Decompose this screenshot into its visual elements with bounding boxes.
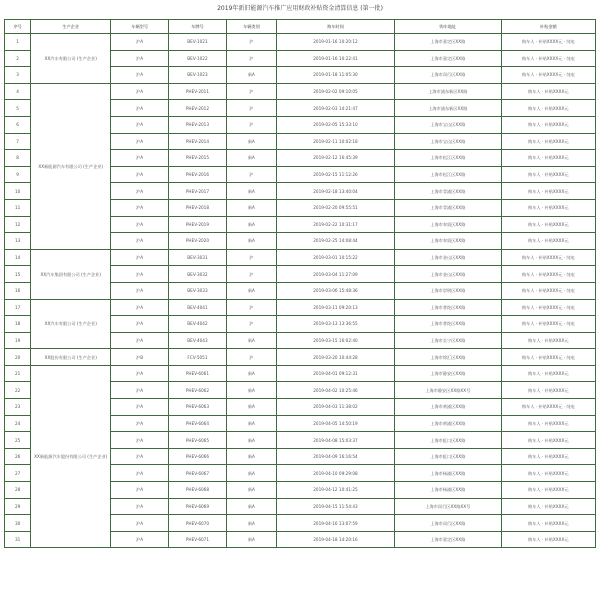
cell-index: 4: [5, 83, 31, 100]
cell-purchase-address: 上海市普陀区XX路: [395, 299, 502, 316]
header-vehicle-type: 车辆类别: [226, 20, 276, 34]
cell-plate: 新A: [226, 399, 276, 416]
cell-plate: 沪: [226, 349, 276, 366]
cell-plate: 沪: [226, 299, 276, 316]
cell-plate: 沪: [226, 50, 276, 67]
header-purchase-time: 购车时间: [276, 20, 394, 34]
cell-index: 12: [5, 216, 31, 233]
cell-index: 18: [5, 316, 31, 333]
cell-purchase-address: 上海市崇明区XX路: [395, 282, 502, 299]
cell-purchase-address: 上海市青浦区XX路: [395, 183, 502, 200]
cell-index: 14: [5, 249, 31, 266]
cell-index: 5: [5, 100, 31, 117]
cell-subsidy: 购车人 · 补贴XXXX元 · 纯电: [501, 249, 595, 266]
cell-plate-prefix: 沪A: [111, 34, 169, 51]
cell-purchase-address: 上海市闵行区XX路XX号: [395, 498, 502, 515]
cell-purchase-time: 2019-02-02 09:10:05: [276, 83, 394, 100]
cell-purchase-time: 2019-04-05 14:50:19: [276, 415, 394, 432]
cell-plate-prefix: 沪A: [111, 515, 169, 532]
cell-purchase-address: 上海市杨浦区XX路: [395, 465, 502, 482]
cell-index: 25: [5, 432, 31, 449]
cell-vehicle-model: PHEV-2012: [169, 100, 227, 117]
manufacturer-group-cell: XX汽车有限公司 (生产企业): [31, 299, 111, 349]
cell-subsidy: 购车人 · 补贴XXXX元: [501, 382, 595, 399]
cell-purchase-address: 上海市奉贤区XX路: [395, 233, 502, 250]
cell-plate-prefix: 沪A: [111, 249, 169, 266]
manufacturer-group-cell: XX新能源汽车股份有限公司 (生产企业): [31, 365, 111, 548]
cell-subsidy: 购车人 · 补贴XXXX元: [501, 150, 595, 167]
cell-plate-prefix: 沪A: [111, 498, 169, 515]
table-row: [5, 349, 596, 366]
cell-purchase-time: 2019-02-05 15:33:10: [276, 116, 394, 133]
cell-vehicle-model: PHEV-2019: [169, 216, 227, 233]
cell-subsidy: 购车人 · 补贴XXXX元 · 纯电: [501, 399, 595, 416]
cell-subsidy: 购车人 · 补贴XXXX元: [501, 332, 595, 349]
cell-subsidy: 购车人 · 补贴XXXX元 · 纯电: [501, 299, 595, 316]
cell-subsidy: 购车人 · 补贴XXXX元 · 纯电: [501, 349, 595, 366]
cell-purchase-time: 2019-03-13 13:36:55: [276, 316, 394, 333]
cell-subsidy: 购车人 · 补贴XXXX元: [501, 531, 595, 548]
cell-vehicle-model: PHEV-2017: [169, 183, 227, 200]
cell-plate: 沪: [226, 100, 276, 117]
cell-index: 30: [5, 515, 31, 532]
cell-vehicle-model: PHEV-2018: [169, 199, 227, 216]
cell-subsidy: 购车人 · 补贴XXXX元: [501, 100, 595, 117]
cell-plate-prefix: 沪A: [111, 465, 169, 482]
cell-purchase-time: 2019-02-15 11:12:26: [276, 166, 394, 183]
cell-vehicle-model: PHEV-2011: [169, 83, 227, 100]
cell-plate-prefix: 沪A: [111, 399, 169, 416]
cell-index: 3: [5, 67, 31, 84]
cell-purchase-time: 2019-04-12 10:41:25: [276, 482, 394, 499]
cell-plate-prefix: 沪A: [111, 133, 169, 150]
cell-subsidy: 购车人 · 补贴XXXX元: [501, 116, 595, 133]
cell-subsidy: 购车人 · 补贴XXXX元 · 纯电: [501, 282, 595, 299]
cell-index: 22: [5, 382, 31, 399]
cell-plate-prefix: 沪A: [111, 50, 169, 67]
cell-plate-prefix: 沪A: [111, 415, 169, 432]
cell-purchase-address: 上海市闵行区XX路: [395, 515, 502, 532]
cell-purchase-time: 2019-03-01 10:15:22: [276, 249, 394, 266]
cell-vehicle-model: PHEV-6064: [169, 415, 227, 432]
document-title: 2019年新旧能源汽车推广应用财政补贴资金清算信息 (第一批): [217, 5, 383, 12]
cell-plate: 新A: [226, 498, 276, 515]
cell-index: 7: [5, 133, 31, 150]
cell-index: 1: [5, 34, 31, 51]
manufacturer-group-cell: XX股份有限公司 (生产企业): [31, 349, 111, 366]
cell-plate: 新A: [226, 465, 276, 482]
cell-purchase-time: 2019-02-18 13:40:04: [276, 183, 394, 200]
cell-purchase-address: 上海市青浦区XX路: [395, 199, 502, 216]
cell-purchase-time: 2019-03-04 11:27:09: [276, 266, 394, 283]
cell-plate-prefix: 沪A: [111, 482, 169, 499]
cell-plate: 沪: [226, 249, 276, 266]
cell-subsidy: 购车人 · 补贴XXXX元 · 纯电: [501, 316, 595, 333]
cell-subsidy: 购车人 · 补贴XXXX元: [501, 482, 595, 499]
cell-purchase-address: 上海市嘉定区XX路: [395, 50, 502, 67]
cell-vehicle-model: BEV-3033: [169, 282, 227, 299]
cell-purchase-time: 2019-04-15 11:54:43: [276, 498, 394, 515]
header-index: 序号: [5, 20, 31, 34]
table-row: [5, 365, 596, 382]
cell-purchase-address: 上海市黄浦区XX路: [395, 415, 502, 432]
cell-plate-prefix: 沪A: [111, 432, 169, 449]
cell-index: 24: [5, 415, 31, 432]
cell-purchase-time: 2019-03-06 15:48:36: [276, 282, 394, 299]
table-row: [5, 83, 596, 100]
cell-plate-prefix: 沪A: [111, 100, 169, 117]
cell-purchase-address: 上海市浦东新区XX路: [395, 83, 502, 100]
cell-vehicle-model: PHEV-6063: [169, 399, 227, 416]
cell-subsidy: 购车人 · 补贴XXXX元: [501, 415, 595, 432]
cell-index: 28: [5, 482, 31, 499]
cell-subsidy: 购车人 · 补贴XXXX元: [501, 448, 595, 465]
cell-purchase-address: 上海市徐汇区XX路: [395, 349, 502, 366]
cell-plate: 新A: [226, 150, 276, 167]
cell-purchase-address: 上海市普陀区XX路: [395, 316, 502, 333]
cell-purchase-time: 2019-01-16 10:20:12: [276, 34, 394, 51]
cell-subsidy: 购车人 · 补贴XXXX元: [501, 233, 595, 250]
cell-subsidy: 购车人 · 补贴XXXX元: [501, 365, 595, 382]
cell-plate-prefix: 沪A: [111, 531, 169, 548]
cell-vehicle-model: PHEV-2016: [169, 166, 227, 183]
cell-purchase-address: 上海市闵行区XX路: [395, 67, 502, 84]
cell-plate: 新A: [226, 133, 276, 150]
cell-index: 21: [5, 365, 31, 382]
cell-plate: 新A: [226, 482, 276, 499]
manufacturer-group-cell: XX新能源汽车有限公司 (生产企业): [31, 83, 111, 249]
cell-index: 16: [5, 282, 31, 299]
cell-vehicle-model: BEV-3031: [169, 249, 227, 266]
header-manufacturer: 生产企业: [31, 20, 111, 34]
cell-plate: 新A: [226, 448, 276, 465]
cell-purchase-address: 上海市黄浦区XX路: [395, 399, 502, 416]
cell-plate-prefix: 沪A: [111, 448, 169, 465]
cell-plate: 新A: [226, 382, 276, 399]
cell-purchase-address: 上海市金山区XX路: [395, 266, 502, 283]
cell-purchase-address: 上海市虹口区XX路: [395, 448, 502, 465]
cell-plate: 新A: [226, 332, 276, 349]
cell-purchase-address: 上海市松江区XX路: [395, 166, 502, 183]
cell-plate-prefix: 沪A: [111, 150, 169, 167]
cell-plate-prefix: 沪A: [111, 316, 169, 333]
cell-purchase-time: 2019-03-20 10:44:28: [276, 349, 394, 366]
cell-purchase-time: 2019-04-18 14:20:16: [276, 531, 394, 548]
cell-index: 11: [5, 199, 31, 216]
cell-index: 13: [5, 233, 31, 250]
cell-plate: 新A: [226, 432, 276, 449]
cell-purchase-time: 2019-04-01 09:12:31: [276, 365, 394, 382]
table-row: [5, 34, 596, 51]
cell-plate: 新A: [226, 531, 276, 548]
cell-plate-prefix: 沪A: [111, 183, 169, 200]
cell-plate-prefix: 沪A: [111, 299, 169, 316]
cell-subsidy: 购车人 · 补贴XXXX元: [501, 432, 595, 449]
cell-purchase-time: 2019-03-11 09:20:13: [276, 299, 394, 316]
cell-plate: 新A: [226, 233, 276, 250]
cell-plate: 新A: [226, 515, 276, 532]
cell-vehicle-model: PHEV-6066: [169, 448, 227, 465]
cell-plate: 沪: [226, 266, 276, 283]
cell-index: 20: [5, 349, 31, 366]
cell-purchase-address: 上海市杨浦区XX路: [395, 482, 502, 499]
cell-purchase-time: 2019-04-09 16:16:54: [276, 448, 394, 465]
cell-vehicle-model: PHEV-6065: [169, 432, 227, 449]
cell-vehicle-model: PHEV-2013: [169, 116, 227, 133]
cell-plate: 沪: [226, 316, 276, 333]
cell-index: 26: [5, 448, 31, 465]
cell-plate-prefix: 沪A: [111, 282, 169, 299]
cell-purchase-time: 2019-02-25 14:08:44: [276, 233, 394, 250]
cell-purchase-address: 上海市静安区XX路: [395, 365, 502, 382]
cell-index: 27: [5, 465, 31, 482]
cell-purchase-time: 2019-02-12 16:45:39: [276, 150, 394, 167]
cell-purchase-address: 上海市松江区XX路: [395, 150, 502, 167]
cell-purchase-time: 2019-02-03 14:21:47: [276, 100, 394, 117]
cell-index: 9: [5, 166, 31, 183]
cell-purchase-time: 2019-04-02 10:25:46: [276, 382, 394, 399]
cell-subsidy: 购车人 · 补贴XXXX元: [501, 515, 595, 532]
manufacturer-group-cell: XX汽车集团有限公司 (生产企业): [31, 249, 111, 299]
cell-plate: 新A: [226, 216, 276, 233]
cell-subsidy: 购车人 · 补贴XXXX元: [501, 183, 595, 200]
cell-plate-prefix: 沪A: [111, 216, 169, 233]
cell-vehicle-model: PHEV-6068: [169, 482, 227, 499]
cell-vehicle-model: PHEV-6061: [169, 365, 227, 382]
cell-purchase-address: 上海市长宁区XX路: [395, 332, 502, 349]
cell-plate: 新A: [226, 67, 276, 84]
cell-vehicle-model: BEV-4043: [169, 332, 227, 349]
cell-index: 10: [5, 183, 31, 200]
cell-vehicle-model: PHEV-2020: [169, 233, 227, 250]
cell-vehicle-model: BEV-1023: [169, 67, 227, 84]
cell-plate-prefix: 沪A: [111, 332, 169, 349]
cell-purchase-address: 上海市金山区XX路: [395, 249, 502, 266]
table-header: [5, 20, 596, 34]
cell-plate-prefix: 沪A: [111, 166, 169, 183]
cell-purchase-time: 2019-02-22 10:31:17: [276, 216, 394, 233]
cell-purchase-time: 2019-04-03 11:38:02: [276, 399, 394, 416]
cell-purchase-address: 上海市宝山区XX路: [395, 133, 502, 150]
cell-vehicle-model: PHEV-6067: [169, 465, 227, 482]
cell-index: 31: [5, 531, 31, 548]
table-row: [5, 299, 596, 316]
cell-vehicle-model: PHEV-2015: [169, 150, 227, 167]
cell-plate: 新A: [226, 183, 276, 200]
cell-purchase-time: 2019-04-10 09:29:08: [276, 465, 394, 482]
cell-purchase-address: 上海市嘉定区XX路: [395, 531, 502, 548]
table-row: [5, 249, 596, 266]
cell-plate: 新A: [226, 199, 276, 216]
manufacturer-group-cell: XX汽车有限公司 (生产企业): [31, 34, 111, 84]
cell-subsidy: 购车人 · 补贴XXXX元: [501, 216, 595, 233]
cell-vehicle-model: PHEV-6070: [169, 515, 227, 532]
cell-subsidy: 购车人 · 补贴XXXX元 · 纯电: [501, 266, 595, 283]
cell-vehicle-model: PHEV-6069: [169, 498, 227, 515]
cell-plate-prefix: 沪A: [111, 365, 169, 382]
cell-index: 8: [5, 150, 31, 167]
cell-plate-prefix: 沪A: [111, 67, 169, 84]
cell-purchase-address: 上海市虹口区XX路: [395, 432, 502, 449]
cell-subsidy: 购车人 · 补贴XXXX元: [501, 498, 595, 515]
cell-vehicle-model: PHEV-6062: [169, 382, 227, 399]
cell-index: 17: [5, 299, 31, 316]
cell-index: 2: [5, 50, 31, 67]
cell-vehicle-model: BEV-4042: [169, 316, 227, 333]
cell-plate: 沪: [226, 116, 276, 133]
header-vehicle-model: 车辆型号: [111, 20, 169, 34]
header-row: [5, 20, 596, 34]
cell-index: 23: [5, 399, 31, 416]
cell-subsidy: 购车人 · 补贴XXXX元: [501, 199, 595, 216]
cell-plate: 新A: [226, 415, 276, 432]
cell-purchase-time: 2019-04-16 13:07:59: [276, 515, 394, 532]
cell-vehicle-model: PHEV-6071: [169, 531, 227, 548]
cell-purchase-address: 上海市宝山区XX路: [395, 116, 502, 133]
cell-plate: 沪: [226, 166, 276, 183]
cell-plate-prefix: 沪A: [111, 266, 169, 283]
cell-subsidy: 购车人 · 补贴XXXX元: [501, 166, 595, 183]
cell-index: 29: [5, 498, 31, 515]
cell-plate-prefix: 沪A: [111, 83, 169, 100]
cell-plate-prefix: 沪A: [111, 233, 169, 250]
cell-subsidy: 购车人 · 补贴XXXX元 · 纯电: [501, 67, 595, 84]
cell-purchase-address: 上海市奉贤区XX路: [395, 216, 502, 233]
cell-vehicle-model: PHEV-2014: [169, 133, 227, 150]
cell-subsidy: 购车人 · 补贴XXXX元 · 纯电: [501, 50, 595, 67]
cell-vehicle-model: FCV-5051: [169, 349, 227, 366]
cell-plate: 新A: [226, 282, 276, 299]
cell-subsidy: 购车人 · 补贴XXXX元: [501, 133, 595, 150]
cell-plate: 沪: [226, 83, 276, 100]
cell-purchase-time: 2019-02-11 10:02:18: [276, 133, 394, 150]
cell-vehicle-model: BEV-3032: [169, 266, 227, 283]
cell-index: 19: [5, 332, 31, 349]
cell-plate-prefix: 沪A: [111, 116, 169, 133]
header-purchase-address: 购车地址: [395, 20, 502, 34]
cell-purchase-time: 2019-01-18 11:05:30: [276, 67, 394, 84]
cell-subsidy: 购车人 · 补贴XXXX元: [501, 83, 595, 100]
cell-purchase-time: 2019-02-20 09:55:51: [276, 199, 394, 216]
cell-vehicle-model: BEV-1021: [169, 34, 227, 51]
cell-plate: 沪: [226, 34, 276, 51]
table-body: [5, 34, 596, 548]
cell-purchase-time: 2019-03-15 16:02:40: [276, 332, 394, 349]
header-subsidy: 补贴金额: [501, 20, 595, 34]
cell-purchase-address: 上海市静安区XX路XX号: [395, 382, 502, 399]
cell-purchase-address: 上海市嘉定区XX路: [395, 34, 502, 51]
cell-subsidy: 购车人 · 补贴XXXX元 · 纯电: [501, 34, 595, 51]
cell-plate-prefix: 沪A: [111, 382, 169, 399]
cell-purchase-address: 上海市浦东新区XX路: [395, 100, 502, 117]
cell-vehicle-model: BEV-1022: [169, 50, 227, 67]
cell-index: 15: [5, 266, 31, 283]
cell-plate: 新A: [226, 365, 276, 382]
cell-vehicle-model: BEV-4041: [169, 299, 227, 316]
header-plate: 车牌号: [169, 20, 227, 34]
cell-index: 6: [5, 116, 31, 133]
cell-purchase-time: 2019-01-16 10:22:41: [276, 50, 394, 67]
subsidy-table: [4, 19, 596, 548]
cell-plate-prefix: 沪A: [111, 199, 169, 216]
cell-purchase-time: 2019-04-08 15:03:37: [276, 432, 394, 449]
cell-subsidy: 购车人 · 补贴XXXX元: [501, 465, 595, 482]
cell-plate-prefix: 沪B: [111, 349, 169, 366]
